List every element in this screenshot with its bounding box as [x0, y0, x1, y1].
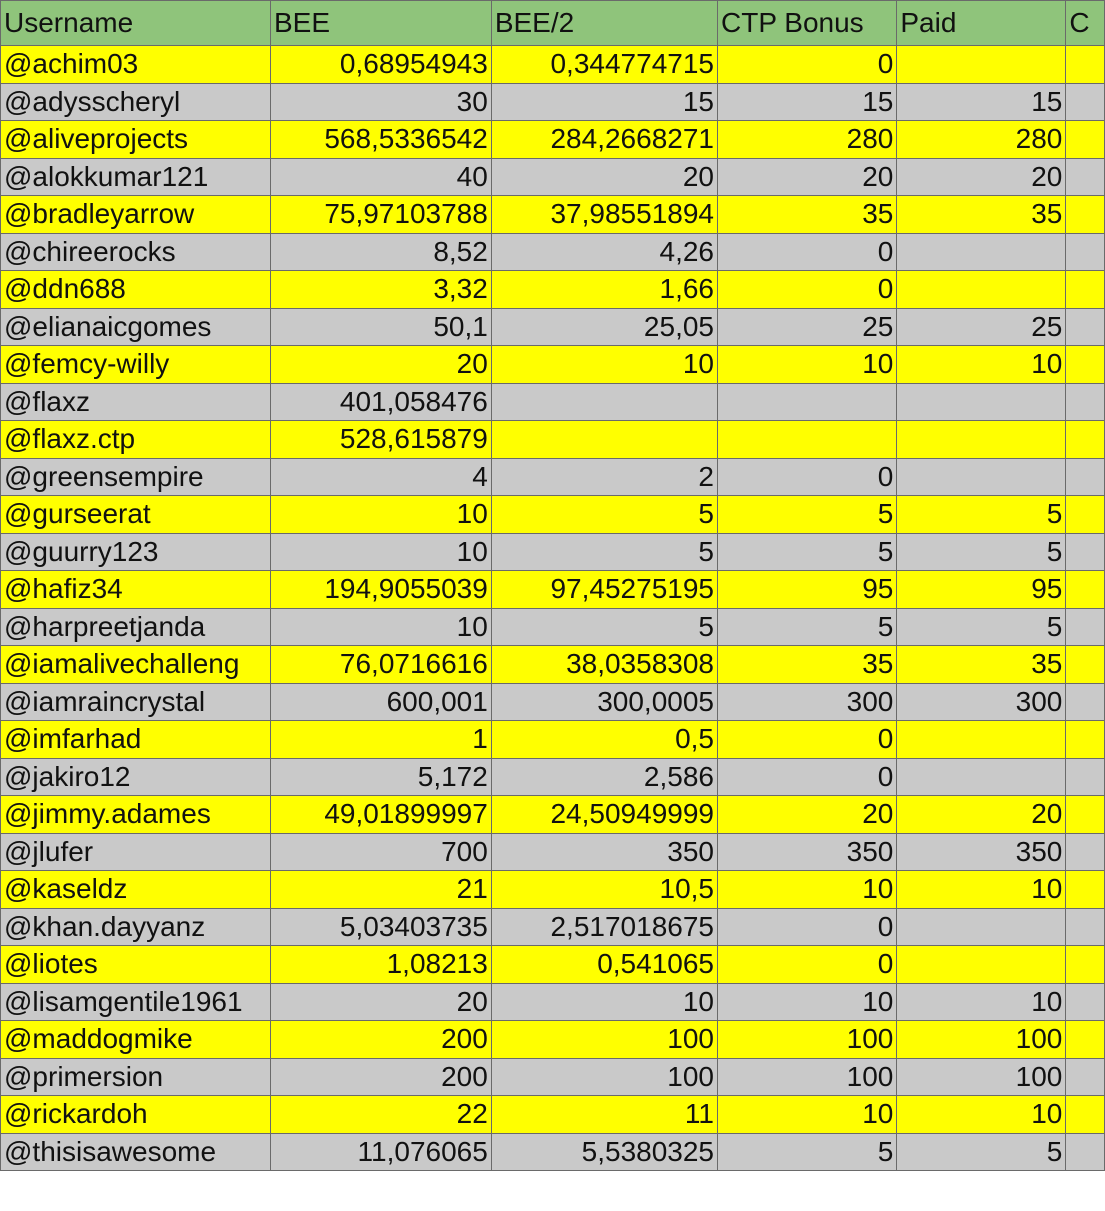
table-row: [1, 233, 1105, 271]
paid-cell[interactable]: 20: [897, 796, 1066, 834]
ctp-bonus-cell[interactable]: 35: [718, 196, 897, 234]
bee-half-cell[interactable]: 5: [491, 496, 717, 534]
empty-cell[interactable]: [1066, 158, 1105, 196]
empty-cell[interactable]: [1066, 908, 1105, 946]
username-cell[interactable]: @greensempire: [1, 458, 271, 496]
bee-half-cell[interactable]: 5,5380325: [491, 1133, 717, 1171]
username-cell[interactable]: @achim03: [1, 46, 271, 84]
bee-cell[interactable]: 10: [271, 496, 492, 534]
bee-half-cell[interactable]: 37,98551894: [491, 196, 717, 234]
table-row: [1, 1096, 1105, 1134]
paid-cell[interactable]: 10: [897, 983, 1066, 1021]
username-cell[interactable]: @primersion: [1, 1058, 271, 1096]
table-row: [1, 721, 1105, 759]
table-row: [1, 533, 1105, 571]
paid-cell[interactable]: 5: [897, 496, 1066, 534]
table-row: [1, 421, 1105, 459]
username-cell[interactable]: @jimmy.adames: [1, 796, 271, 834]
bee-half-cell[interactable]: 5: [491, 608, 717, 646]
bee-cell[interactable]: 40: [271, 158, 492, 196]
username-cell[interactable]: @chireerocks: [1, 233, 271, 271]
paid-cell[interactable]: [897, 383, 1066, 421]
username-cell[interactable]: @flaxz.ctp: [1, 421, 271, 459]
ctp-bonus-cell[interactable]: 10: [718, 983, 897, 1021]
table-row: [1, 1021, 1105, 1059]
bee-half-cell[interactable]: 100: [491, 1021, 717, 1059]
bee-cell[interactable]: 49,01899997: [271, 796, 492, 834]
bee-cell[interactable]: 200: [271, 1058, 492, 1096]
empty-cell[interactable]: [1066, 646, 1105, 684]
username-cell[interactable]: @jlufer: [1, 833, 271, 871]
column-header-username[interactable]: Username: [1, 1, 271, 46]
empty-cell[interactable]: [1066, 833, 1105, 871]
paid-cell[interactable]: 10: [897, 871, 1066, 909]
ctp-bonus-cell[interactable]: 0: [718, 721, 897, 759]
column-header-ctp-bonus[interactable]: CTP Bonus: [718, 1, 897, 46]
table-row: [1, 908, 1105, 946]
username-cell[interactable]: @rickardoh: [1, 1096, 271, 1134]
column-header-bee-half[interactable]: BEE/2: [491, 1, 717, 46]
ctp-bonus-cell[interactable]: 280: [718, 121, 897, 159]
table-row: [1, 308, 1105, 346]
table-row: [1, 346, 1105, 384]
paid-cell[interactable]: 95: [897, 571, 1066, 609]
empty-cell[interactable]: [1066, 1021, 1105, 1059]
empty-cell[interactable]: [1066, 758, 1105, 796]
bee-cell[interactable]: 600,001: [271, 683, 492, 721]
ctp-bonus-cell[interactable]: 0: [718, 271, 897, 309]
table-row: [1, 1058, 1105, 1096]
ctp-bonus-cell[interactable]: 35: [718, 646, 897, 684]
username-cell[interactable]: @liotes: [1, 946, 271, 984]
empty-cell[interactable]: [1066, 721, 1105, 759]
username-cell[interactable]: @maddogmike: [1, 1021, 271, 1059]
username-cell[interactable]: @ddn688: [1, 271, 271, 309]
table-row: [1, 496, 1105, 534]
paid-cell[interactable]: [897, 458, 1066, 496]
empty-cell[interactable]: [1066, 496, 1105, 534]
table-row: [1, 758, 1105, 796]
username-cell[interactable]: @jakiro12: [1, 758, 271, 796]
ctp-bonus-cell[interactable]: 300: [718, 683, 897, 721]
bee-half-cell[interactable]: 4,26: [491, 233, 717, 271]
paid-cell[interactable]: [897, 421, 1066, 459]
empty-cell[interactable]: [1066, 196, 1105, 234]
bee-cell[interactable]: 4: [271, 458, 492, 496]
empty-cell[interactable]: [1066, 121, 1105, 159]
table-row: [1, 983, 1105, 1021]
ctp-bonus-cell[interactable]: 0: [718, 46, 897, 84]
paid-cell[interactable]: 20: [897, 158, 1066, 196]
ctp-bonus-cell[interactable]: 0: [718, 458, 897, 496]
bee-cell[interactable]: 20: [271, 346, 492, 384]
table-row: [1, 383, 1105, 421]
bee-cell[interactable]: 30: [271, 83, 492, 121]
bee-half-cell[interactable]: 10: [491, 346, 717, 384]
paid-cell[interactable]: 280: [897, 121, 1066, 159]
bee-cell[interactable]: 194,9055039: [271, 571, 492, 609]
bee-half-cell[interactable]: [491, 421, 717, 459]
bee-half-cell[interactable]: 300,0005: [491, 683, 717, 721]
username-cell[interactable]: @aliveprojects: [1, 121, 271, 159]
paid-cell[interactable]: 5: [897, 533, 1066, 571]
ctp-bonus-cell[interactable]: 0: [718, 758, 897, 796]
bee-half-cell[interactable]: [491, 383, 717, 421]
bee-half-cell[interactable]: 284,2668271: [491, 121, 717, 159]
table-row: [1, 683, 1105, 721]
empty-cell[interactable]: [1066, 1058, 1105, 1096]
empty-cell[interactable]: [1066, 83, 1105, 121]
bee-half-cell[interactable]: 0,541065: [491, 946, 717, 984]
paid-cell[interactable]: [897, 946, 1066, 984]
column-header-bee[interactable]: BEE: [271, 1, 492, 46]
paid-cell[interactable]: [897, 46, 1066, 84]
bee-cell[interactable]: 700: [271, 833, 492, 871]
table-row: [1, 946, 1105, 984]
table-row: [1, 1133, 1105, 1171]
ctp-bonus-cell[interactable]: 5: [718, 1133, 897, 1171]
paid-cell[interactable]: 15: [897, 83, 1066, 121]
bee-cell[interactable]: 11,076065: [271, 1133, 492, 1171]
ctp-bonus-cell[interactable]: 0: [718, 233, 897, 271]
ctp-bonus-cell[interactable]: 100: [718, 1058, 897, 1096]
bee-cell[interactable]: 528,615879: [271, 421, 492, 459]
username-cell[interactable]: @khan.dayyanz: [1, 908, 271, 946]
bee-half-cell[interactable]: 350: [491, 833, 717, 871]
empty-cell[interactable]: [1066, 683, 1105, 721]
bee-cell[interactable]: 568,5336542: [271, 121, 492, 159]
paid-cell[interactable]: [897, 758, 1066, 796]
bee-cell[interactable]: 22: [271, 1096, 492, 1134]
paid-cell[interactable]: [897, 271, 1066, 309]
paid-cell[interactable]: 5: [897, 1133, 1066, 1171]
username-cell[interactable]: @bradleyarrow: [1, 196, 271, 234]
username-cell[interactable]: @iamraincrystal: [1, 683, 271, 721]
table-row: [1, 796, 1105, 834]
username-cell[interactable]: @femcy-willy: [1, 346, 271, 384]
empty-cell[interactable]: [1066, 271, 1105, 309]
paid-cell[interactable]: 100: [897, 1021, 1066, 1059]
table-row: [1, 271, 1105, 309]
username-cell[interactable]: @harpreetjanda: [1, 608, 271, 646]
table-row: [1, 646, 1105, 684]
table-row: [1, 196, 1105, 234]
username-cell[interactable]: @alokkumar121: [1, 158, 271, 196]
empty-cell[interactable]: [1066, 1096, 1105, 1134]
ctp-bonus-cell[interactable]: 5: [718, 533, 897, 571]
ctp-bonus-cell[interactable]: 25: [718, 308, 897, 346]
paid-cell[interactable]: 350: [897, 833, 1066, 871]
username-cell[interactable]: @adysscheryl: [1, 83, 271, 121]
bee-half-cell[interactable]: 38,0358308: [491, 646, 717, 684]
paid-cell[interactable]: 5: [897, 608, 1066, 646]
column-header-partial[interactable]: C: [1066, 1, 1105, 46]
ctp-bonus-cell[interactable]: 15: [718, 83, 897, 121]
bee-half-cell[interactable]: 25,05: [491, 308, 717, 346]
empty-cell[interactable]: [1066, 1133, 1105, 1171]
username-cell[interactable]: @lisamgentile1961: [1, 983, 271, 1021]
table-row: [1, 121, 1105, 159]
ctp-bonus-cell[interactable]: 350: [718, 833, 897, 871]
header-row: [1, 1, 1105, 46]
paid-cell[interactable]: 35: [897, 196, 1066, 234]
ctp-bonus-cell[interactable]: 10: [718, 871, 897, 909]
username-cell[interactable]: @elianaicgomes: [1, 308, 271, 346]
bee-cell[interactable]: 5,172: [271, 758, 492, 796]
table-row: [1, 158, 1105, 196]
bee-half-cell[interactable]: 0,5: [491, 721, 717, 759]
bee-half-cell[interactable]: 20: [491, 158, 717, 196]
bee-cell[interactable]: 10: [271, 608, 492, 646]
paid-cell[interactable]: 100: [897, 1058, 1066, 1096]
ctp-bonus-cell[interactable]: 10: [718, 1096, 897, 1134]
username-cell[interactable]: @thisisawesome: [1, 1133, 271, 1171]
ctp-bonus-cell[interactable]: 95: [718, 571, 897, 609]
bee-cell[interactable]: 5,03403735: [271, 908, 492, 946]
username-cell[interactable]: @flaxz: [1, 383, 271, 421]
empty-cell[interactable]: [1066, 946, 1105, 984]
ctp-bonus-cell[interactable]: [718, 421, 897, 459]
ctp-bonus-cell[interactable]: [718, 383, 897, 421]
empty-cell[interactable]: [1066, 346, 1105, 384]
table-row: [1, 833, 1105, 871]
bee-half-cell[interactable]: 10: [491, 983, 717, 1021]
bee-cell[interactable]: 76,0716616: [271, 646, 492, 684]
table-row: [1, 458, 1105, 496]
empty-cell[interactable]: [1066, 233, 1105, 271]
paid-cell[interactable]: [897, 721, 1066, 759]
paid-cell[interactable]: [897, 233, 1066, 271]
username-cell[interactable]: @kaseldz: [1, 871, 271, 909]
table-row: [1, 871, 1105, 909]
empty-cell[interactable]: [1066, 871, 1105, 909]
table-body: [1, 46, 1105, 1171]
ctp-bonus-cell[interactable]: 20: [718, 796, 897, 834]
bee-half-cell[interactable]: 5: [491, 533, 717, 571]
bee-half-cell[interactable]: 97,45275195: [491, 571, 717, 609]
empty-cell[interactable]: [1066, 796, 1105, 834]
table-row: [1, 83, 1105, 121]
bee-cell[interactable]: 0,68954943: [271, 46, 492, 84]
empty-cell[interactable]: [1066, 608, 1105, 646]
bee-half-cell[interactable]: 2,586: [491, 758, 717, 796]
ctp-bonus-cell[interactable]: 100: [718, 1021, 897, 1059]
empty-cell[interactable]: [1066, 533, 1105, 571]
empty-cell[interactable]: [1066, 46, 1105, 84]
username-cell[interactable]: @imfarhad: [1, 721, 271, 759]
bee-half-cell[interactable]: 10,5: [491, 871, 717, 909]
paid-cell[interactable]: 10: [897, 346, 1066, 384]
bee-half-cell[interactable]: 0,344774715: [491, 46, 717, 84]
bee-half-cell[interactable]: 100: [491, 1058, 717, 1096]
column-header-paid[interactable]: Paid: [897, 1, 1066, 46]
bee-cell[interactable]: 20: [271, 983, 492, 1021]
bee-half-cell[interactable]: 24,50949999: [491, 796, 717, 834]
bee-cell[interactable]: 8,52: [271, 233, 492, 271]
bee-half-cell[interactable]: 1,66: [491, 271, 717, 309]
bee-cell[interactable]: 401,058476: [271, 383, 492, 421]
bee-cell[interactable]: 75,97103788: [271, 196, 492, 234]
empty-cell[interactable]: [1066, 571, 1105, 609]
paid-cell[interactable]: 35: [897, 646, 1066, 684]
empty-cell[interactable]: [1066, 421, 1105, 459]
bee-cell[interactable]: 1,08213: [271, 946, 492, 984]
bee-cell[interactable]: 3,32: [271, 271, 492, 309]
bee-half-cell[interactable]: 2: [491, 458, 717, 496]
bee-cell[interactable]: 200: [271, 1021, 492, 1059]
table-row: [1, 608, 1105, 646]
ctp-bonus-cell[interactable]: 0: [718, 908, 897, 946]
paid-cell[interactable]: [897, 908, 1066, 946]
username-cell[interactable]: @iamalivechalleng: [1, 646, 271, 684]
ctp-bonus-cell[interactable]: 5: [718, 496, 897, 534]
bee-cell[interactable]: 21: [271, 871, 492, 909]
table-row: [1, 46, 1105, 84]
bee-half-cell[interactable]: 11: [491, 1096, 717, 1134]
table-row: [1, 571, 1105, 609]
username-cell[interactable]: @hafiz34: [1, 571, 271, 609]
ctp-bonus-cell[interactable]: 10: [718, 346, 897, 384]
username-cell[interactable]: @guurry123: [1, 533, 271, 571]
empty-cell[interactable]: [1066, 308, 1105, 346]
empty-cell[interactable]: [1066, 983, 1105, 1021]
empty-cell[interactable]: [1066, 383, 1105, 421]
bee-half-cell[interactable]: 15: [491, 83, 717, 121]
username-cell[interactable]: @gurseerat: [1, 496, 271, 534]
paid-cell[interactable]: 10: [897, 1096, 1066, 1134]
bee-cell[interactable]: 1: [271, 721, 492, 759]
bee-cell[interactable]: 50,1: [271, 308, 492, 346]
ctp-bonus-cell[interactable]: 0: [718, 946, 897, 984]
bee-half-cell[interactable]: 2,517018675: [491, 908, 717, 946]
bee-cell[interactable]: 10: [271, 533, 492, 571]
ctp-bonus-cell[interactable]: 20: [718, 158, 897, 196]
paid-cell[interactable]: 25: [897, 308, 1066, 346]
paid-cell[interactable]: 300: [897, 683, 1066, 721]
empty-cell[interactable]: [1066, 458, 1105, 496]
ctp-bonus-cell[interactable]: 5: [718, 608, 897, 646]
